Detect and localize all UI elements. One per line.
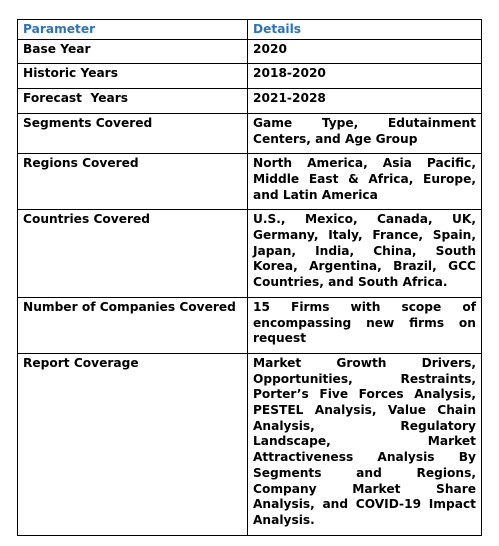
table-row [18,39,482,64]
row-details: U.S., Mexico, Canada, UK, Germany, Italy, France, Spain, Japan, India, China, South Korea, Argentina, Brazil, GCC Countries, and South Africa. [248,210,482,298]
header-details: Details [248,20,482,40]
row-parameter: Segments Covered [18,113,248,153]
table-row [18,210,482,298]
row-details: 2018-2020 [248,64,482,89]
row-parameter: Base Year [18,39,248,64]
row-parameter: Number of Companies Covered [18,297,248,353]
table-header-row [18,20,482,40]
report-scope-table [17,19,482,536]
row-parameter: Report Coverage [18,353,248,535]
row-parameter: Historic Years [18,64,248,89]
table-row [18,154,482,210]
row-details: North America, Asia Pacific, Middle East & Africa, Europe, and Latin America [248,154,482,210]
table-row [18,353,482,535]
header-parameter: Parameter [18,20,248,40]
table-row [18,64,482,89]
row-parameter: Regions Covered [18,154,248,210]
row-parameter: Forecast Years [18,89,248,114]
table-row [18,89,482,114]
row-details: Game Type, Edutainment Centers, and Age Group [248,113,482,153]
table-row [18,113,482,153]
row-details: Market Growth Drivers, Opportunities, Restraints, Porter’s Five Forces Analysis, PESTEL Analysis, Value Chain Analysis, Regulatory Landscape, Market Attractiveness Analysis By Segments and Regions, Company Market Share Analysis, and COVID-19 Impact Analysis. [248,353,482,535]
row-details: 15 Firms with scope of encompassing new firms on request [248,297,482,353]
row-parameter: Countries Covered [18,210,248,298]
row-details: 2021-2028 [248,89,482,114]
row-details: 2020 [248,39,482,64]
table-row [18,297,482,353]
